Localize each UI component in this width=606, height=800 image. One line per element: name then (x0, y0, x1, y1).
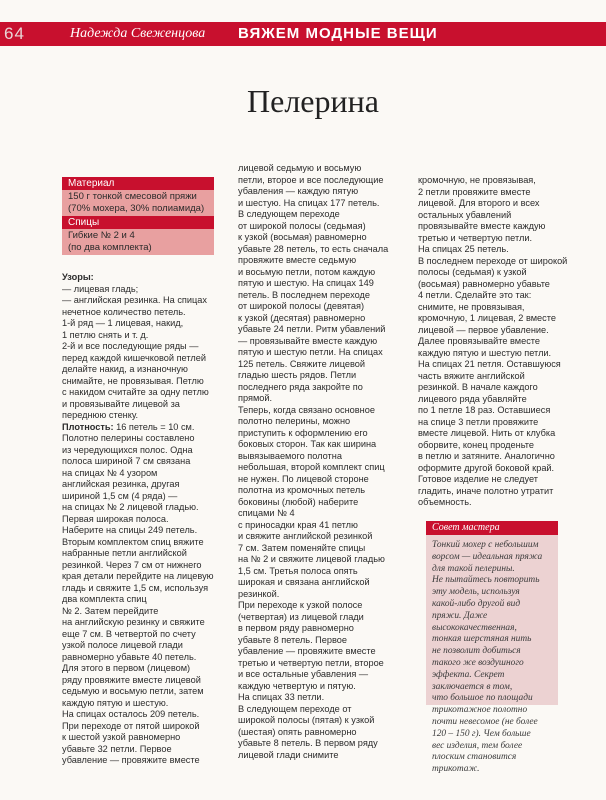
text-line: прямой. (238, 393, 273, 403)
text-line: При переходе от пятой широкой (62, 720, 200, 731)
text-line: 120 – 150 г). Чем больше (432, 728, 531, 739)
text-line: Теперь, когда связано основное (238, 404, 375, 415)
text-line: 2 петли провяжите вместе (418, 186, 531, 197)
text-line: оформите другой боковой край. (418, 462, 555, 473)
text-line: не нужен. По лицевой стороне (238, 473, 369, 484)
text-line: от широкой полосы (седьмая) (238, 220, 366, 231)
text-line: петли, второе и все последующие (238, 174, 384, 185)
needles-line: (по два комплекта) (68, 242, 152, 253)
text-line: пряжи. Даже (432, 610, 488, 621)
text-line: убавление — провяжите вместе (62, 755, 200, 765)
text-line: Готовое изделие не следует (418, 474, 538, 484)
text-line: лицевой — первое убавление. (418, 324, 549, 335)
tip-box (426, 535, 558, 775)
text-line: На спицах осталось 209 петель. (62, 709, 200, 719)
text-line: Вторым комплектом спиц вяжите (62, 536, 204, 547)
material-line: (70% мохера, 30% полиамида) (68, 203, 205, 214)
text-line: к узкой (восьмая) равномерно (238, 232, 367, 242)
text-line: оборвите, конец проденьте (418, 439, 534, 450)
text-line: третью и четвертую петли, второе (238, 657, 384, 668)
text-line: каждую пятую и шестую. (62, 697, 169, 708)
text-line: пятую и шестую петли. На спицах (238, 347, 383, 357)
text-line: равномерно убавьте 40 петель. (62, 651, 197, 662)
text-line: английская резинка, другая (62, 479, 180, 489)
text-line: При переходе к узкой полосе (238, 600, 363, 610)
text-line: провяжите вместе седьмую (238, 255, 357, 265)
text-line: гладь и свяжите 1,5 см, используя (62, 582, 209, 593)
text-line: с приносадки края 41 петлю (238, 519, 358, 530)
text-line: часть вяжите английской (418, 370, 525, 381)
text-line: лицевой седьмую и восьмую (238, 163, 362, 173)
page-title: Пелерина (247, 83, 379, 119)
text-line: петель. В последнем переходе (238, 289, 370, 300)
text-line: остальных убавлений (418, 209, 512, 220)
text-line: нечетное количество петель. (62, 306, 186, 317)
text-line: от широкой полосы (девятая) (238, 301, 365, 311)
text-line: убавьте 8 петель. В первом ряду (238, 738, 378, 748)
text-line: Наберите на спицы 249 петель. (62, 525, 198, 535)
text-line: резинкой. Через 7 см от нижнего (62, 559, 202, 570)
text-line: гладью шесть рядов. Петли (238, 370, 357, 380)
text-line: эффекта. Секрет (432, 669, 505, 680)
text-line: такого же воздушного (432, 657, 524, 668)
text-line: шириной 1,5 см (4 ряда) — (62, 490, 178, 501)
text-line: кромочную, 1 лицевая, 2 вместе (418, 313, 556, 323)
column-1 (62, 272, 232, 767)
text-line: на английскую резинку и свяжите (62, 617, 205, 627)
text-line: широкой полосы (пятая) к узкой (238, 715, 375, 725)
text-line: На спицах 33 петли. (238, 692, 325, 702)
text-line: что большое по площади (432, 693, 533, 704)
text-line: снимите, не провязывая, (418, 301, 525, 312)
text-line: Узоры: (62, 272, 94, 282)
text-line: на спицах № 2 лицевой гладью. (62, 502, 199, 512)
column-3 (418, 175, 588, 509)
text-line: переднюю стенку. (62, 410, 139, 420)
text-line: — лицевая гладь; (62, 283, 139, 294)
text-line: 1-й ряд — 1 лицевая, накид, (62, 318, 184, 328)
text-line: тонкая шерстяная нить (432, 634, 532, 645)
text-line: убавьте 28 петель, то есть сначала (238, 243, 389, 254)
text-line: трикотажное полотно (432, 705, 528, 716)
text-line: два комплекта спиц (62, 594, 147, 604)
text-line: каждую четвертую и пятую. (238, 680, 356, 691)
text-line: в петлю и затяните. Аналогично (418, 451, 555, 461)
text-line: снимайте, не провязывая. Петлю (62, 375, 204, 386)
text-line: резинкой. (238, 588, 280, 599)
text-line: приступить к оформлению его (238, 427, 368, 438)
text-line: гладить, иначе полотно утратит (418, 485, 554, 496)
text-line: В следующем переходе (238, 209, 340, 219)
author-name: Надежда Свеженцова (70, 26, 206, 41)
text-line: на спицах № 4 узором (62, 467, 158, 478)
text-line: полотна из кромочных петель (238, 485, 366, 495)
text-line: каждую пятую и шестую петли. (418, 347, 552, 358)
text-line: № 2. Затем перейдите (62, 605, 159, 616)
text-line: Полотно пелерины составлено (62, 433, 195, 443)
text-line: объемность. (418, 497, 472, 507)
text-line: для такой пелерины. (432, 563, 515, 574)
text-line: спицами № 4 (238, 508, 295, 518)
series-title: ВЯЖЕМ МОДНЫЕ ВЕЩИ (238, 25, 438, 42)
text-line: края детали перейдите на лицевую (62, 571, 214, 581)
text-line: эту модель, используя (432, 587, 520, 598)
text-line: полоса шириной 7 см связана (62, 456, 191, 466)
text-line: провязывайте вместе каждую (418, 221, 546, 231)
material-line: 150 г тонкой смесовой пряжи (68, 191, 197, 202)
text-line: вывязываемого полотна (238, 450, 342, 461)
text-line: 7 см. Затем поменяйте спицы (238, 542, 366, 553)
text-line: Первая широкая полоса. (62, 513, 169, 524)
text-line: полосы (седьмая) к узкой (418, 267, 527, 277)
text-line: делайте накид, а изнаночную (62, 364, 188, 374)
material-box (62, 190, 214, 216)
text-line: вес изделия, тем более (432, 740, 523, 751)
text-line: лицевой глади снимите (238, 749, 339, 760)
text-line: по 1 петле 18 раз. Оставшиеся (418, 405, 551, 415)
text-line: Для этого в первом (лицевом) (62, 663, 191, 673)
page-number: 64 (4, 24, 25, 43)
text-line: боковины (любой) наберите (238, 496, 359, 507)
text-line: кромочную, не провязывая, (418, 175, 536, 185)
text-line: 1,5 см. Третья полоса опять (238, 565, 358, 576)
text-line: В последнем переходе от широкой (418, 255, 568, 266)
text-line: с накидом считайте за одну петлю (62, 387, 209, 397)
text-line: убавьте 8 петель. Первое (238, 634, 347, 645)
text-line: небольшая, второй комплект спиц (238, 462, 385, 472)
text-line: лицевого ряда убавляйте (418, 393, 527, 404)
needles-line: Гибкие № 2 и 4 (68, 230, 135, 241)
text-line: узкой полосе лицевой глади (62, 640, 183, 650)
text-line: на спице 3 петли провяжите (418, 416, 539, 427)
text-line: (четвертая) из лицевой глади (238, 611, 364, 622)
text-line: какой-либо другой вид (432, 598, 521, 609)
text-line: 4 петли. Сделайте это так: (418, 290, 532, 300)
needles-label: Спицы (62, 216, 214, 229)
text-line: и все остальные убавления — (238, 669, 369, 679)
text-line: На спицах 21 петля. Оставшуюся (418, 359, 561, 369)
text-line: не позволит добиться (432, 646, 521, 657)
text-line: Плотность: 16 петель = 10 см. (62, 421, 195, 432)
text-line: В следующем переходе от (238, 703, 352, 714)
text-line: полотно пелерины, можно (238, 416, 351, 426)
text-line: 2-й и все последующие ряды — (62, 341, 199, 351)
text-line: Тонкий мохер с небольшим (432, 540, 539, 550)
text-line: седьмую и восьмую петли, затем (62, 686, 204, 696)
text-line: широкая и связана английской (238, 577, 370, 587)
needles-box (62, 229, 214, 255)
tip-label: Совет мастера (426, 521, 558, 535)
material-label: Материал (62, 177, 214, 190)
text-line: заключается в том, (432, 681, 513, 692)
text-line: убавьте 32 петли. Первое (62, 743, 172, 754)
text-line: 1 петлю снять и т. д. (62, 329, 149, 340)
text-line: лицевой. Для второго и всех (418, 198, 540, 208)
text-line: и шестую. На спицах 177 петель. (238, 197, 380, 208)
text-line: ворсом — идеальная пряжа (432, 551, 543, 562)
text-line: трикотаж. (432, 764, 480, 775)
text-line: пятую и шестую. На спицах 149 (238, 278, 374, 288)
text-line: и свяжите английской резинкой (238, 531, 373, 541)
text-line: боковых сторон. Так как ширина (238, 439, 377, 449)
text-line: плоским становится (432, 752, 517, 763)
text-line: в первом ряду равномерно (238, 623, 354, 633)
text-line: из чередующихся полос. Одна (62, 444, 193, 455)
text-line: и восьмую петли, потом каждую (238, 266, 376, 277)
text-line: убавьте 24 петли. Ритм убавлений (238, 324, 386, 334)
text-line: — английская резинка. На спицах (62, 295, 207, 305)
text-line: Не пытайтесь повторить (432, 575, 540, 586)
density-label: Плотность: (62, 421, 114, 432)
text-line: высококачественная, (432, 622, 517, 633)
text-line: на № 2 и свяжите лицевой гладью (238, 554, 385, 564)
text-line: 125 петель. Свяжите лицевой (238, 358, 366, 369)
text-line: третью и четвертую петли. (418, 232, 533, 243)
text-line: вместе лицевой. Нить от клубка (418, 428, 556, 438)
text-line: ряду провяжите вместе лицевой (62, 674, 201, 685)
text-line: — провязывайте вместе каждую (238, 335, 378, 346)
column-2 (238, 163, 413, 761)
text-line: На спицах 25 петель. (418, 244, 509, 254)
text-line: к шестой узкой равномерно (62, 732, 181, 742)
text-line: убавления — каждую пятую (238, 186, 359, 196)
text-line: последнего ряда закройте по (238, 381, 363, 392)
text-line: и провязывайте лицевой за (62, 398, 180, 409)
text-line: набранные петли английской (62, 548, 187, 558)
text-line: убавление — провяжите вместе (238, 646, 376, 656)
text-line: перед каждой кишечковой петлей (62, 352, 206, 363)
text-line: почти невесомое (не более (432, 716, 538, 727)
text-line: к узкой (десятая) равномерно (238, 312, 366, 323)
text-line: еще 7 см. В четвертой по счету (62, 628, 196, 639)
text-line: резинкой. В начале каждого (418, 382, 538, 392)
text-line: (восьмая) равномерно убавьте (418, 278, 550, 289)
text-line: Далее провязывайте вместе (418, 336, 541, 346)
text-line: (шестая) опять равномерно (238, 726, 357, 737)
